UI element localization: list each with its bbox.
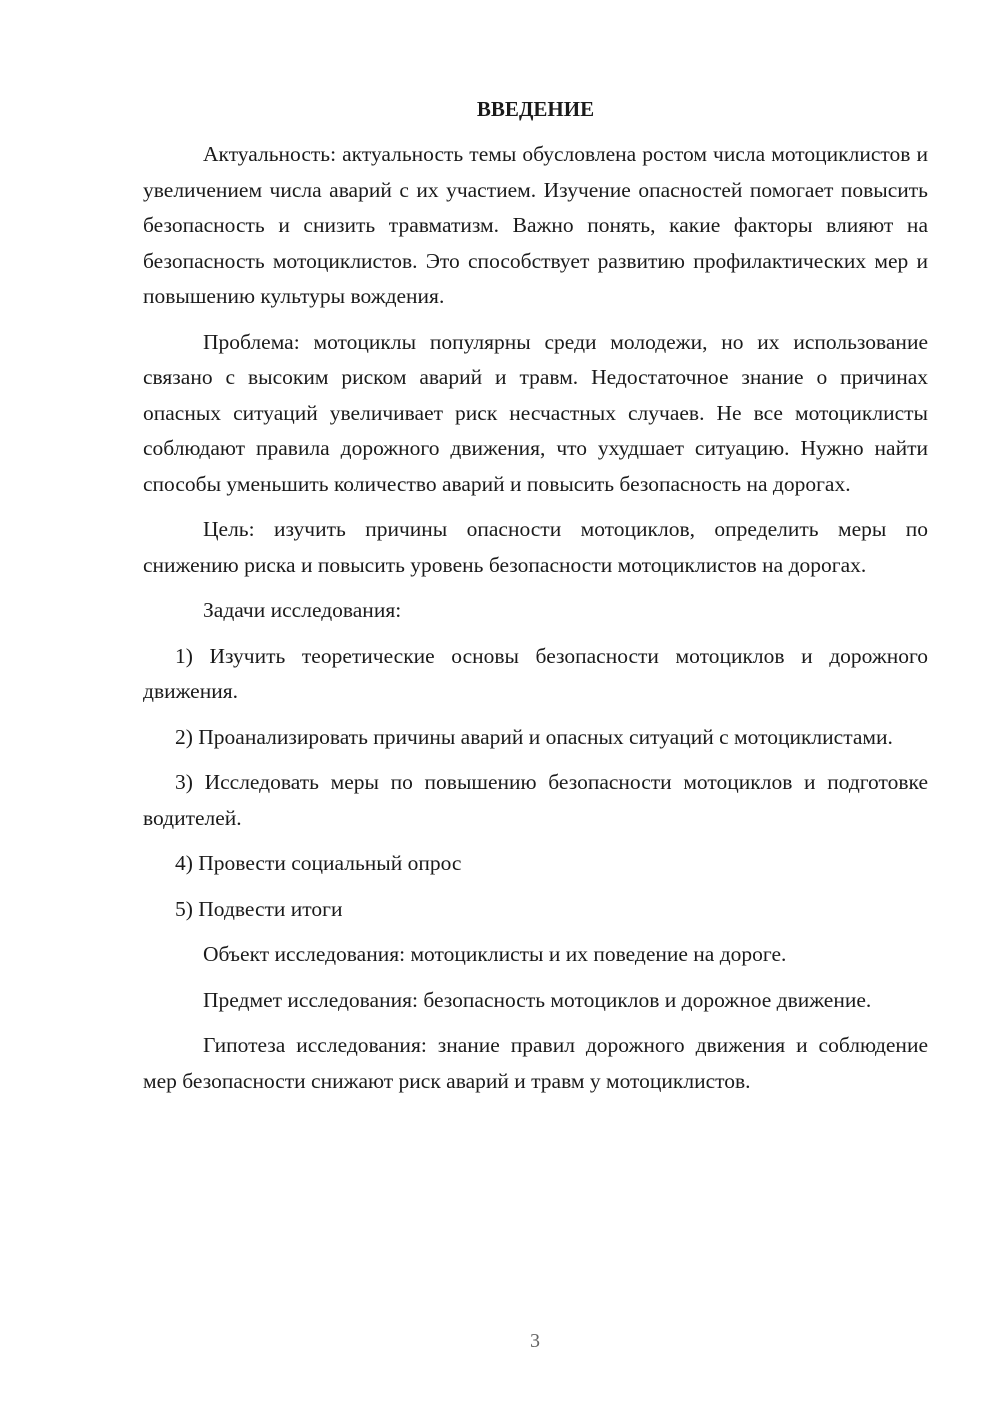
paragraph-relevance: Актуальность: актуальность темы обусловлена ростом числа мотоциклистов и увеличением числа аварий с их участием. Изучение опасностей помогает повысить безопасность и снизить травматизм. Важно понять, какие факторы влияют на безопасность мотоциклистов. Это способствует развитию профилактических мер и повышению культуры вождения. xyxy=(143,142,928,308)
page-number: 3 xyxy=(530,1330,540,1352)
paragraph-tasks-title: Задачи исследования: xyxy=(203,598,402,622)
section-heading: ВВЕДЕНИЕ xyxy=(476,97,595,121)
task-item-3: 3) Исследовать меры по повышению безопасности мотоциклов и подготовке водителей. xyxy=(143,770,928,830)
task-item-2: 2) Проанализировать причины аварий и опасных ситуаций с мотоциклистами. xyxy=(175,724,893,749)
task-item-4: 4) Провести социальный опрос xyxy=(175,851,462,875)
paragraph-object: Объект исследования: мотоциклисты и их поведение на дороге. xyxy=(203,942,787,966)
task-item-1: 1) Изучить теоретические основы безопасности мотоциклов и дорожного движения. xyxy=(143,643,928,703)
task-item-5: 5) Подвести итоги xyxy=(175,896,343,921)
paragraph-hypothesis: Гипотеза исследования: знание правил дорожного движения и соблюдение мер безопасности снижают риск аварий и травм у мотоциклистов. xyxy=(143,1033,928,1093)
paragraph-subject: Предмет исследования: безопасность мотоциклов и дорожное движение. xyxy=(203,987,872,1012)
document-page xyxy=(143,92,928,1109)
paragraph-goal: Цель: изучить причины опасности мотоциклов, определить меры по снижению риска и повысить уровень безопасности мотоциклистов на дорогах. xyxy=(143,517,928,577)
paragraph-problem: Проблема: мотоциклы популярны среди молодежи, но их использование связано с высоким риском аварий и травм. Недостаточное знание о причинах опасных ситуаций увеличивает риск несчастных случаев. Не все мотоциклисты соблюдают правила дорожного движения, что ухудшает ситуацию. Нужно найти способы уменьшить количество аварий и повысить безопасность на дорогах. xyxy=(143,329,928,496)
